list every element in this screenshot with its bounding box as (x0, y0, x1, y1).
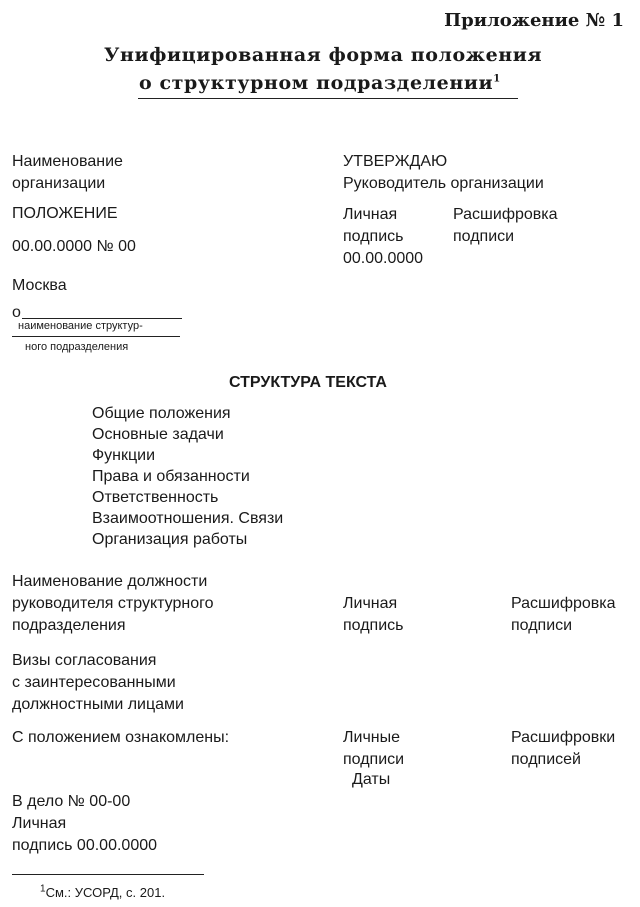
list-item: Функции (92, 447, 156, 464)
appendix-label: Приложение № 1 (444, 10, 624, 31)
head-signature: Личная подпись (343, 595, 404, 634)
footnote (40, 885, 165, 900)
structure-heading: СТРУКТУРА ТЕКСТА (229, 374, 387, 391)
approval-visas: Визы согласования с заинтересованными должностными лицами (12, 652, 184, 713)
title-underline (138, 98, 518, 99)
acquainted-decryption: Расшифровки подписей (511, 729, 616, 768)
footnote-mark: 1 (40, 883, 46, 895)
list-item: Права и обязанности (92, 468, 250, 485)
form-title-line-2 (139, 72, 501, 94)
list-item: Ответственность (92, 489, 219, 506)
organization-name: Наименование организации (12, 153, 123, 192)
acquainted-signatures: Личные подписи (343, 729, 405, 768)
filing-note: В дело № 00-00 Личная подпись 00.00.0000 (12, 793, 158, 854)
approve-signature: Личная подпись 00.00.0000 (343, 206, 424, 267)
head-decryption: Расшифровка подписи (511, 595, 616, 634)
approve-head: Руководитель организации (343, 175, 544, 192)
document-type: ПОЛОЖЕНИЕ (12, 205, 118, 222)
acquainted-label: С положением ознакомлены: (12, 729, 230, 746)
city: Москва (12, 277, 67, 294)
title-footnote-mark: 1 (493, 73, 501, 85)
approve-stamp: УТВЕРЖДАЮ (343, 153, 448, 170)
footnote-separator (12, 874, 204, 875)
acquainted-dates: Даты (352, 771, 391, 788)
list-item: Взаимоотношения. Связи (92, 510, 284, 527)
list-item: Основные задачи (92, 426, 224, 443)
subdivision-line-1 (22, 318, 182, 319)
document-date-number: 00.00.0000 № 00 (12, 238, 136, 255)
about-prefix: о (12, 304, 21, 321)
list-item: Организация работы (92, 531, 248, 548)
structure-list (92, 403, 283, 550)
subdivision-caption-2: ного подразделения (25, 341, 129, 353)
subdivision-caption-1: наименование структур- (18, 320, 143, 332)
form-title-text: о структурном подразделении (139, 72, 494, 94)
subdivision-line-2 (12, 336, 180, 337)
footnote-text: См.: УСОРД, с. 201. (45, 885, 166, 900)
list-item: Общие положения (92, 405, 231, 422)
form-title-line-1: Унифицированная форма положения (104, 44, 543, 66)
head-position: Наименование должности руководителя структурного подразделения (12, 573, 214, 634)
approve-decryption: Расшифровка подписи (453, 206, 558, 245)
